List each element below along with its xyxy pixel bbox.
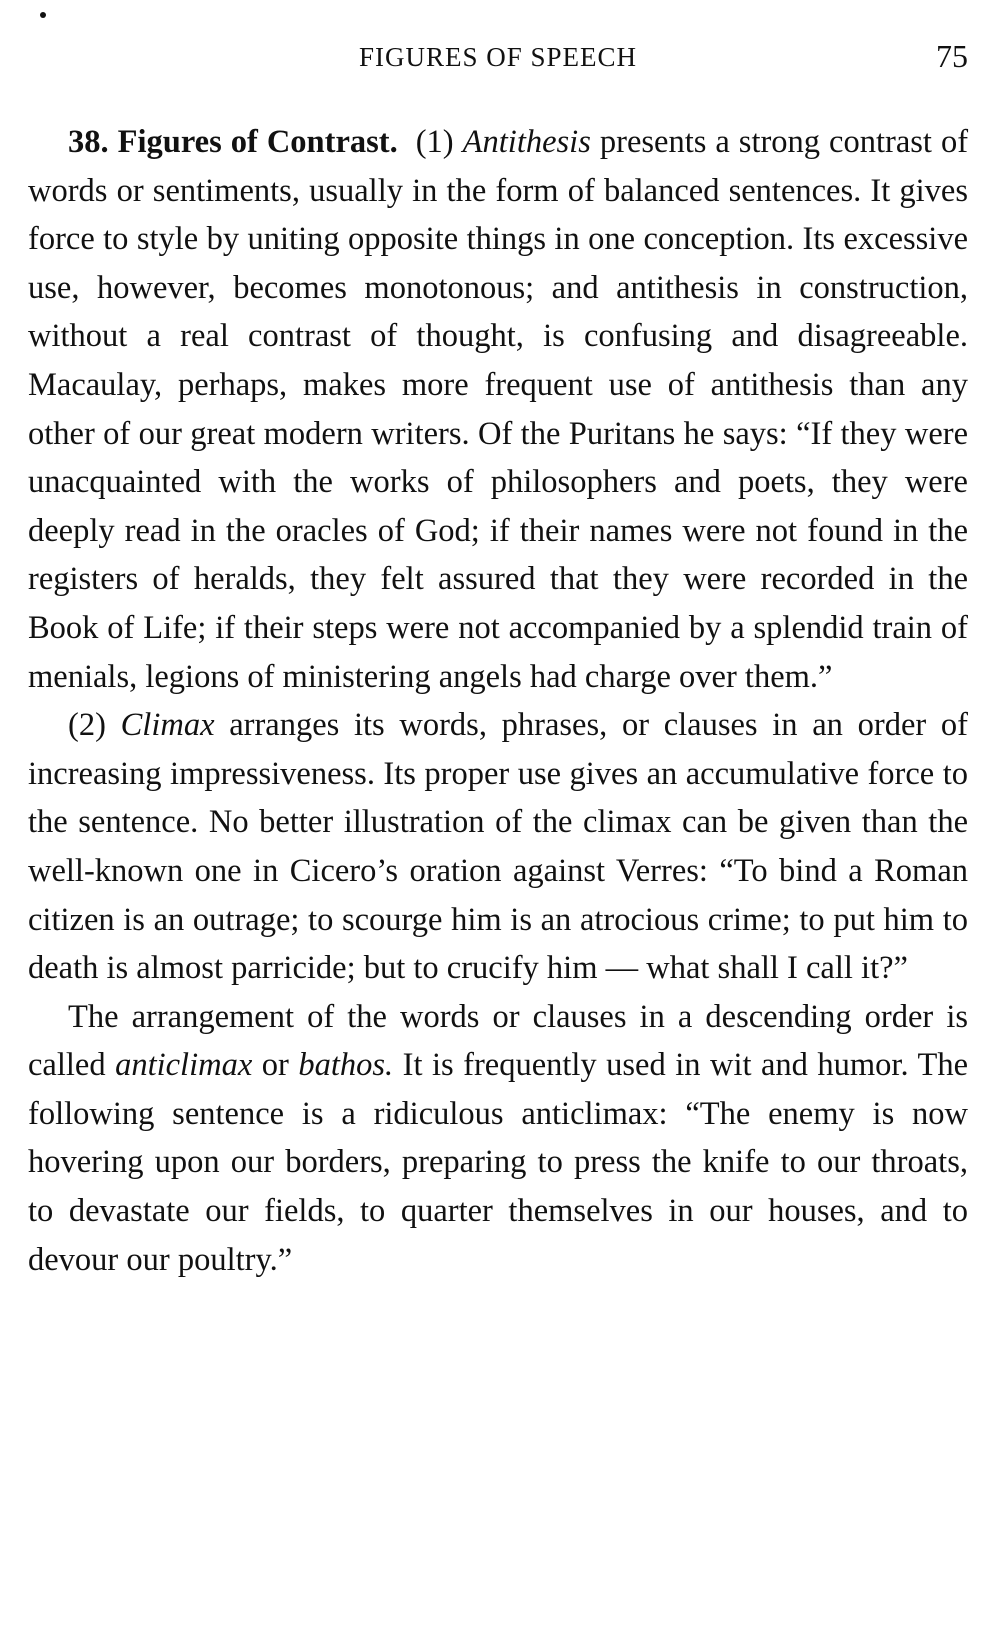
- item-number: (1): [415, 124, 454, 160]
- ink-speck: [40, 12, 46, 18]
- paragraph-antithesis: [28, 118, 968, 701]
- item-number: (2): [68, 707, 106, 744]
- paragraph-text: The arrangement of the words or clauses in a descending order is called: [28, 998, 968, 1084]
- paragraph-text: presents a strong contrast of words or sentiments, usually in the form of balanced sentences. It gives force to style by uniting opposite things in one conception. Its excessive use, however, becomes monotonous; and antithesis in construction, without a real contrast of thought, is confusing and disagreeable. Macaulay, perhaps, makes more frequent use of antithesis than any other of our great modern writers. Of the Puritans he says: “If they were unacquainted with the works of philosophers and poets, they were deeply read in the oracles of God; if their names were not found in the registers of heralds, they felt assured that they were recorded in the Book of Life; if their steps were not accompanied by a splendid train of menials, legions of ministering angels had charge over them.”: [28, 124, 969, 695]
- term-anticlimax: anticlimax: [115, 1047, 253, 1084]
- paragraph-climax: [28, 701, 968, 993]
- page-number: 75: [936, 38, 968, 74]
- paragraph-anticlimax: [28, 993, 968, 1285]
- paragraph-text: It is frequently used in wit and humor. The following sentence is a ridiculous anticlimax: “The enemy is now hovering upon our borders, preparing to press the knife to our throats, to devastate our fields, to quarter themselves in our houses, and to devour our poultry.”: [28, 1047, 969, 1278]
- paragraph-text: arranges its words, phrases, or clauses in an order of increasing impressiveness. Its proper use gives an accumulative force to the sentence. No better illustration of the climax can be given than the well-known one in Cicero’s oration against Verres: “To bind a Roman citizen is an outrage; to scourge him is an atrocious crime; to put him to death is almost parricide; but to crucify him — what shall I call it?”: [28, 707, 968, 987]
- paragraph-text: or: [261, 1047, 289, 1084]
- section-heading: 38. Figures of Contrast.: [68, 124, 398, 160]
- running-head: FIGURES OF SPEECH: [358, 42, 638, 72]
- term-bathos: bathos.: [298, 1047, 394, 1084]
- body-text: [28, 118, 968, 1284]
- term-antithesis: Antithesis: [462, 124, 591, 160]
- term-climax: Climax: [120, 707, 215, 744]
- page-header: [28, 36, 968, 76]
